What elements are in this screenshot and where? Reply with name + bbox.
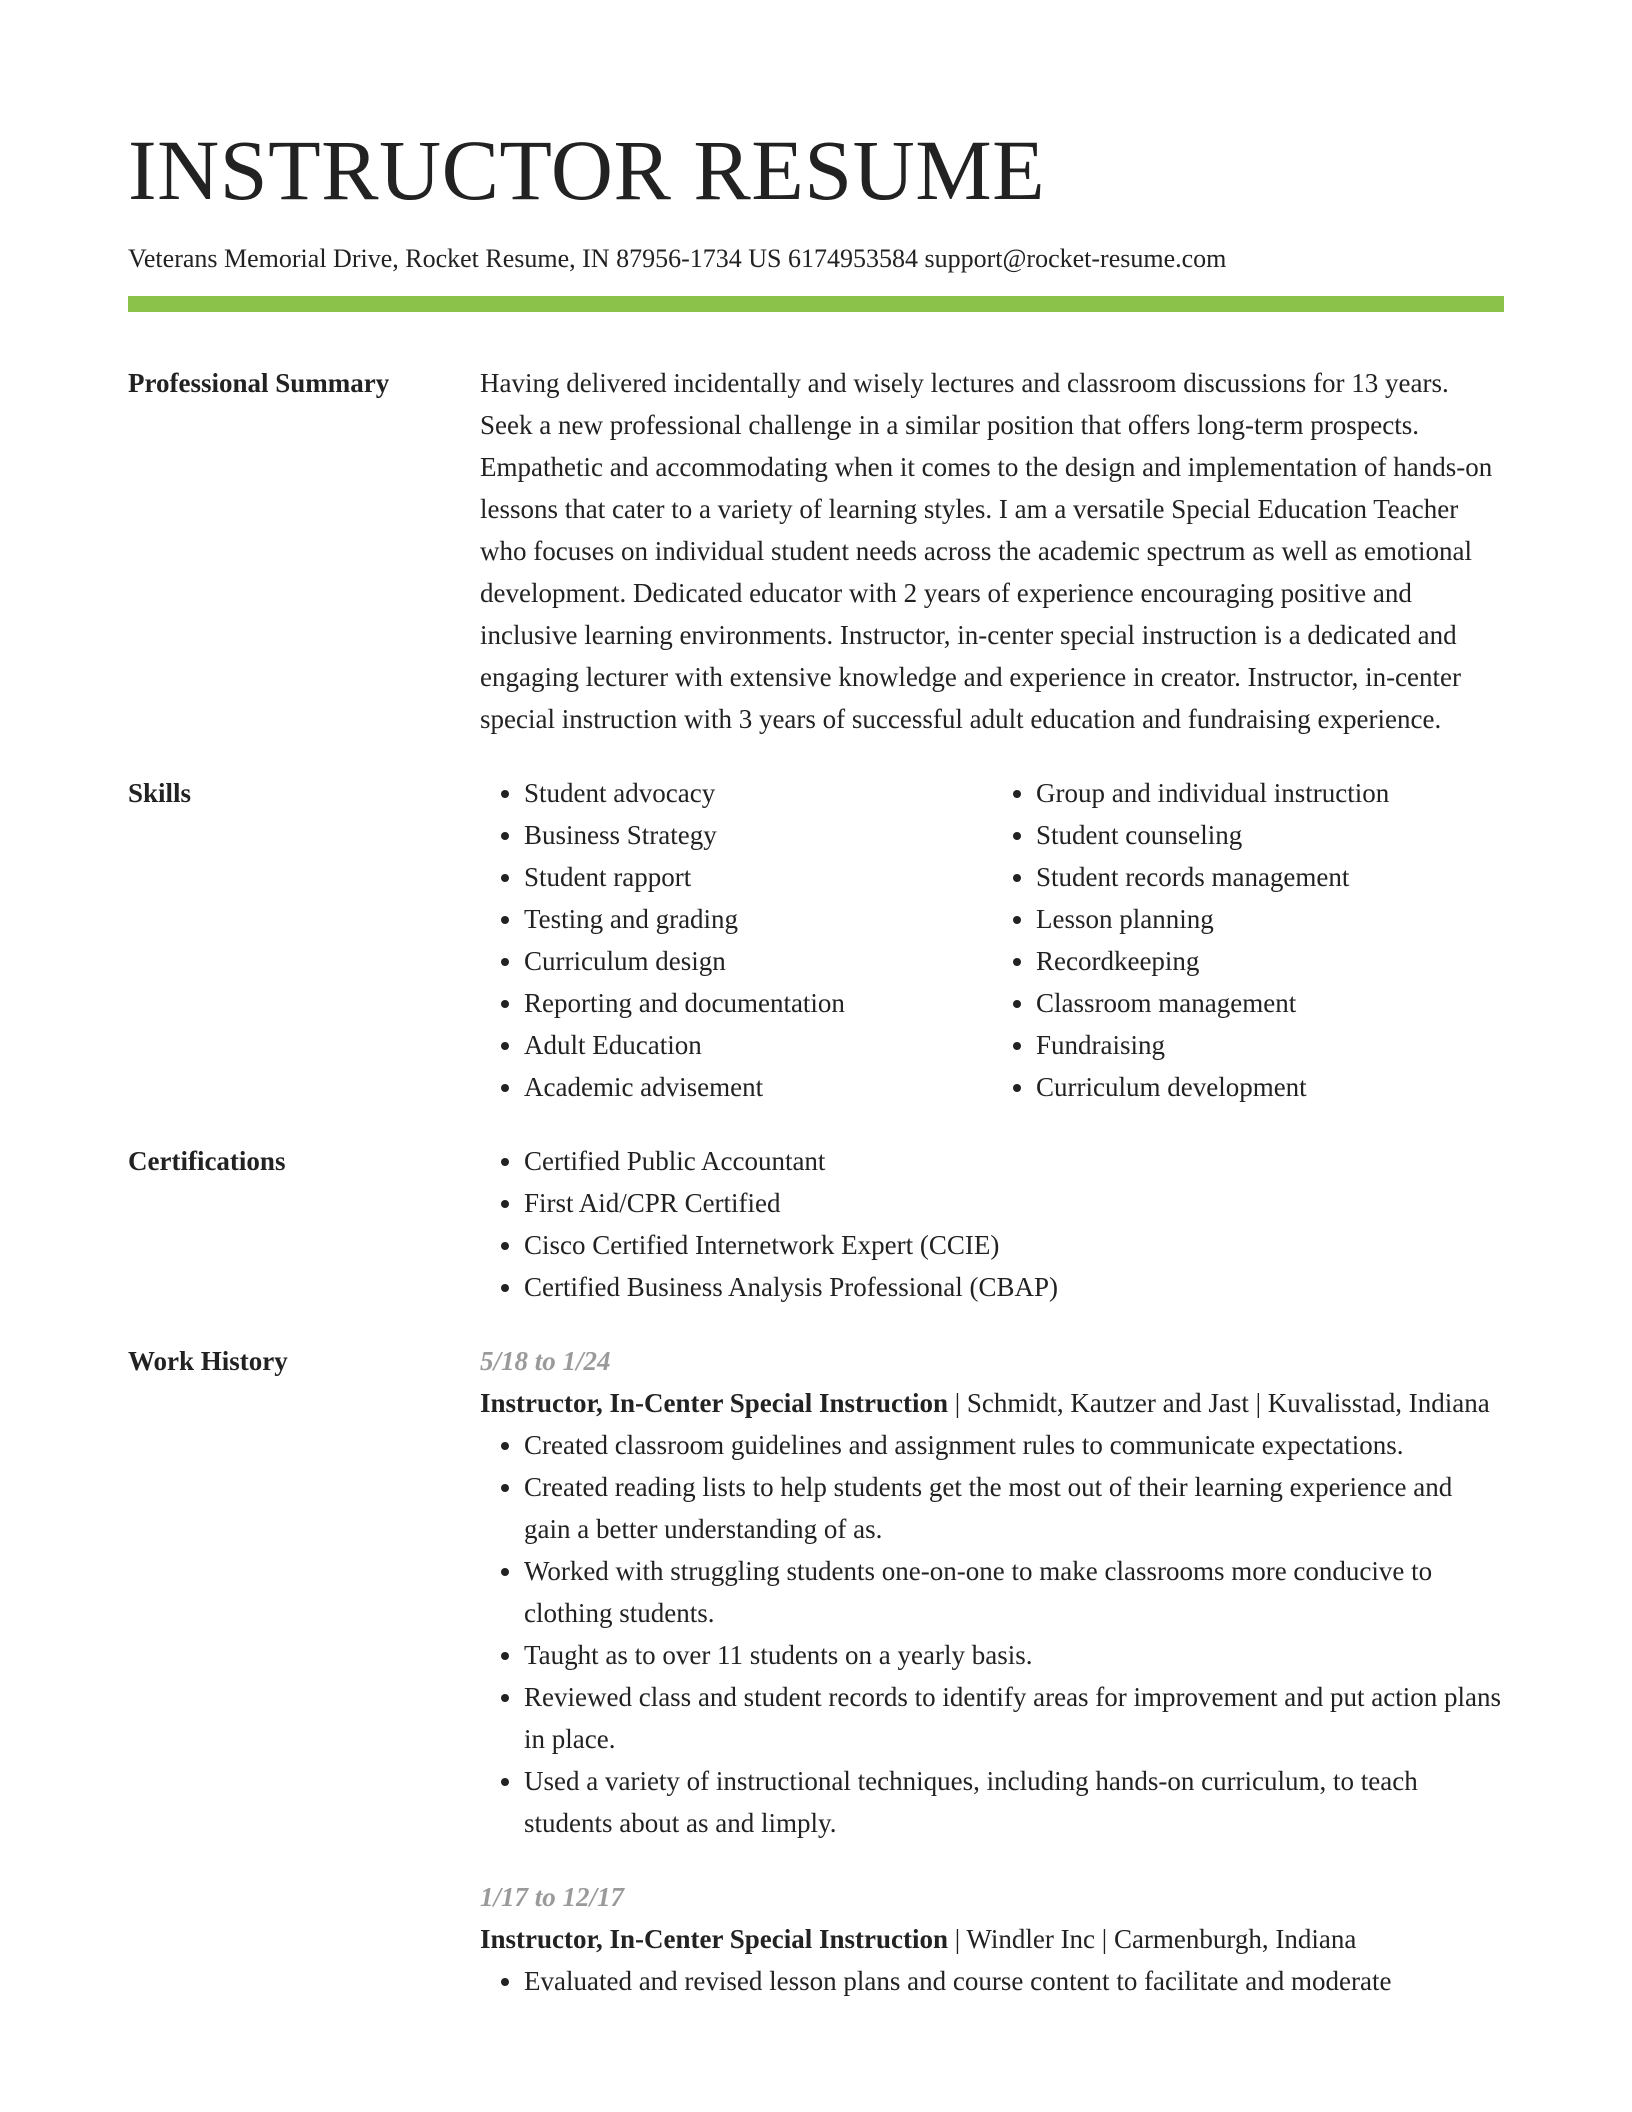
work-history-body <box>480 1340 1504 2034</box>
skill-item: • Student rapport <box>524 856 992 898</box>
skills-list-left <box>480 772 992 1108</box>
skill-item: • Testing and grading <box>524 898 992 940</box>
skill-item: • Lesson planning <box>1036 898 1504 940</box>
skill-item: • Curriculum development <box>1036 1066 1504 1108</box>
skills-list-right <box>992 772 1504 1108</box>
skill-item: • Classroom management <box>1036 982 1504 1024</box>
skill-item: • Business Strategy <box>524 814 992 856</box>
certification-item: • Certified Business Analysis Professional (CBAP) <box>524 1266 1504 1308</box>
skill-item: • Student records management <box>1036 856 1504 898</box>
certifications-list <box>480 1140 1504 1308</box>
section-title-skills: Skills <box>128 778 192 808</box>
certification-item: • Cisco Certified Internetwork Expert (CCIE) <box>524 1224 1504 1266</box>
job-details: | Schmidt, Kautzer and Jast | Kuvalisstad, Indiana <box>948 1388 1490 1418</box>
job-heading <box>480 1382 1504 1424</box>
job-duty: • Used a variety of instructional techniques, including hands-on curriculum, to teach students about as and limply. <box>524 1760 1504 1844</box>
section-title-work-history: Work History <box>128 1346 288 1376</box>
section-work-history <box>128 1340 1504 2034</box>
job-duty: • Worked with struggling students one-on-one to make classrooms more conducive to clothing students. <box>524 1550 1504 1634</box>
job-entry <box>480 1340 1504 1844</box>
job-duties-list <box>480 1424 1504 1844</box>
section-title-certifications: Certifications <box>128 1146 286 1176</box>
job-dates: 1/17 to 12/17 <box>480 1882 625 1912</box>
job-duty: • Created reading lists to help students get the most out of their learning experience and gain a better understanding of as. <box>524 1466 1504 1550</box>
job-title: Instructor, In-Center Special Instruction <box>480 1388 949 1418</box>
skill-item: • Student counseling <box>1036 814 1504 856</box>
job-duty: • Created classroom guidelines and assignment rules to communicate expectations. <box>524 1424 1504 1466</box>
job-duty: • Taught as to over 11 students on a yearly basis. <box>524 1634 1504 1676</box>
skill-item: • Student advocacy <box>524 772 992 814</box>
skills-columns <box>480 772 1504 1108</box>
skill-item: • Fundraising <box>1036 1024 1504 1066</box>
skill-item: • Curriculum design <box>524 940 992 982</box>
job-details: | Windler Inc | Carmenburgh, Indiana <box>948 1924 1357 1954</box>
certifications-body <box>480 1140 1504 1308</box>
contact-line: Veterans Memorial Drive, Rocket Resume, IN 87956-1734 US 6174953584 support@rocket-resume.com <box>128 244 1227 273</box>
section-certifications <box>128 1140 1504 1308</box>
skill-item: • Academic advisement <box>524 1066 992 1108</box>
skill-item: • Recordkeeping <box>1036 940 1504 982</box>
job-heading <box>480 1918 1504 1960</box>
summary-text: Having delivered incidentally and wisely lectures and classroom discussions for 13 years. Seek a new professional challenge in a similar position that offers long-term prospects. Empathetic and accommodating when it comes to the design and implementation of hands-on lessons that cater to a variety of learning styles. I am a versatile Special Education Teacher who focuses on individual student needs across the academic spectrum as well as emotional development. Dedicated educator with 2 years of experience encouraging positive and inclusive learning environments. Instructor, in-center special instruction is a dedicated and engaging lecturer with extensive knowledge and experience in creator. Instructor, in-center special instruction with 3 years of successful adult education and fundraising experience. <box>480 368 1493 734</box>
certification-item: • First Aid/CPR Certified <box>524 1182 1504 1224</box>
job-entry <box>480 1876 1504 2002</box>
accent-divider <box>128 296 1504 312</box>
job-duty: • Reviewed class and student records to identify areas for improvement and put action plans in place. <box>524 1676 1504 1760</box>
page-title: INSTRUCTOR RESUME <box>128 122 1046 218</box>
section-title-summary: Professional Summary <box>128 368 390 398</box>
job-title: Instructor, In-Center Special Instruction <box>480 1924 949 1954</box>
skill-item: • Group and individual instruction <box>1036 772 1504 814</box>
section-summary <box>128 362 1504 740</box>
skill-item: • Adult Education <box>524 1024 992 1066</box>
job-duty: • Evaluated and revised lesson plans and course content to facilitate and moderate <box>524 1960 1504 2002</box>
section-skills <box>128 772 1504 1108</box>
job-dates: 5/18 to 1/24 <box>480 1346 611 1376</box>
skill-item: • Reporting and documentation <box>524 982 992 1024</box>
certification-item: • Certified Public Accountant <box>524 1140 1504 1182</box>
job-duties-list <box>480 1960 1504 2002</box>
